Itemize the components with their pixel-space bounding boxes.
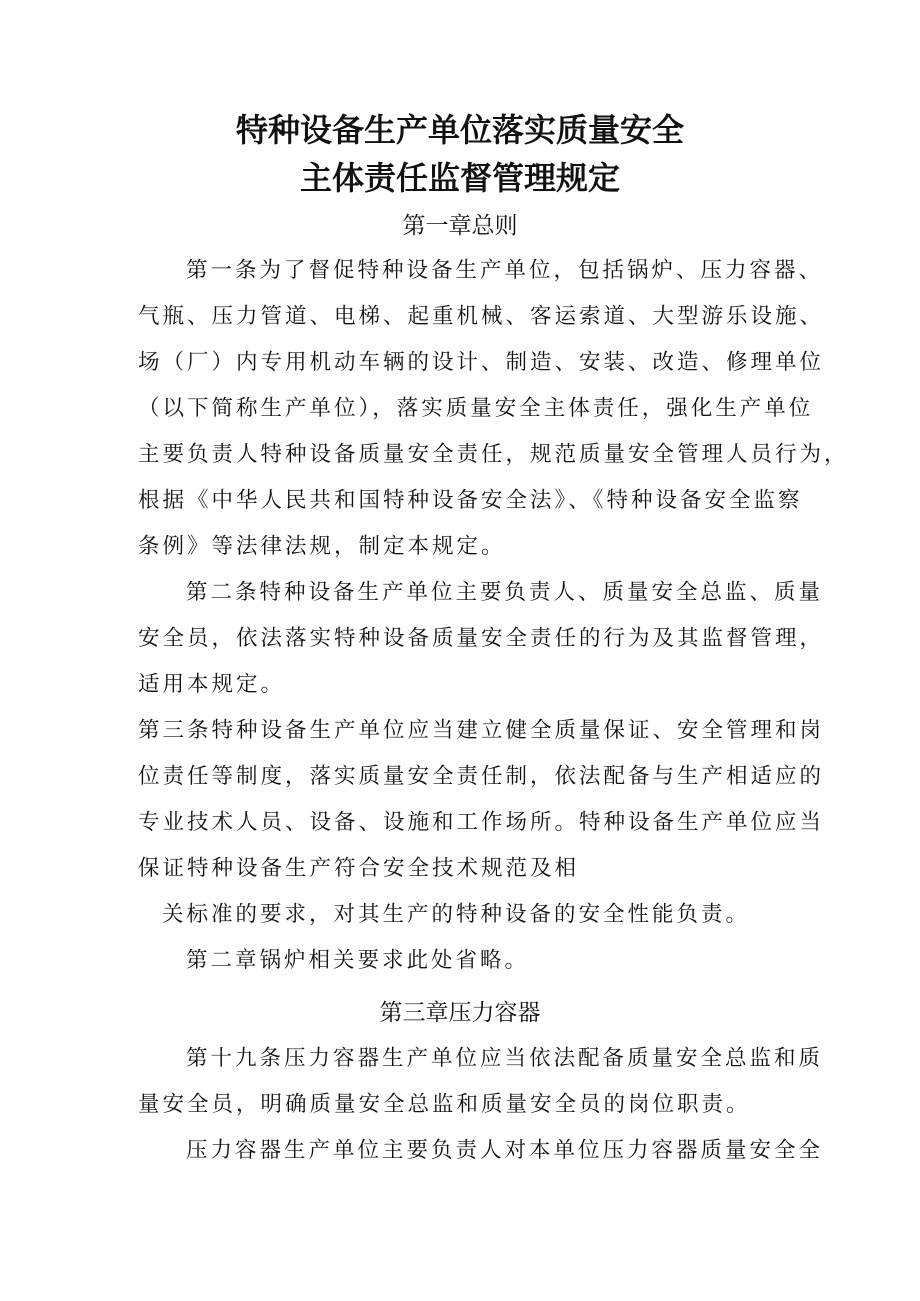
chapter-2-note: 第二章锅炉相关要求此处省略。 xyxy=(186,948,530,973)
article-1-line: 主要负责人特种设备质量安全责任，规范质量安全管理人员行为， xyxy=(138,442,849,467)
article-1-line: （以下简称生产单位），落实质量安全主体责任，强化生产单位 xyxy=(138,396,814,421)
article-1-line: 第一条为了督促特种设备生产单位，包括锅炉、压力容器、 xyxy=(186,258,824,283)
article-3-line: 保证特种设备生产符合安全技术规范及相 xyxy=(138,856,580,881)
article-3-line: 位责任等制度，落实质量安全责任制，依法配备与生产相适应的 xyxy=(138,764,825,789)
article-1-line: 根据《中华人民共和国特种设备安全法》、《特种设备安全监察 xyxy=(138,488,803,513)
chapter-heading-3: 第三章压力容器 xyxy=(379,1000,541,1026)
doc-title-line-1: 特种设备生产单位落实质量安全 xyxy=(235,111,684,149)
article-2-line: 第二条特种设备生产单位主要负责人、质量安全总监、质量 xyxy=(186,580,824,605)
article-2-line: 适用本规定。 xyxy=(138,672,286,697)
article-3-line: 关标准的要求，对其生产的特种设备的安全性能负责。 xyxy=(162,902,751,927)
article-2-line: 安全员，依法落实特种设备质量安全责任的行为及其监督管理， xyxy=(138,626,825,651)
article-1-line: 场（厂）内专用机动车辆的设计、制造、安装、改造、修理单位 xyxy=(138,350,825,375)
article-3-line: 第三条特种设备生产单位应当建立健全质量保证、安全管理和岗 xyxy=(138,718,825,743)
doc-title-line-2: 主体责任监督管理规定 xyxy=(299,159,620,197)
article-19-line: 第十九条压力容器生产单位应当依法配备质量安全总监和质 xyxy=(186,1046,824,1071)
article-1-line: 条例》等法律法规，制定本规定。 xyxy=(138,534,506,559)
article-1-line: 气瓶、压力管道、电梯、起重机械、客运索道、大型游乐设施、 xyxy=(138,304,825,329)
chapter-heading-1: 第一章总则 xyxy=(402,213,518,239)
pressure-vessel-paragraph-line: 压力容器生产单位主要负责人对本单位压力容器质量安全全 xyxy=(186,1138,824,1163)
article-19-line: 量安全员，明确质量安全总监和质量安全员的岗位职责。 xyxy=(138,1092,751,1117)
article-3-line: 专业技术人员、设备、设施和工作场所。特种设备生产单位应当 xyxy=(138,810,825,835)
